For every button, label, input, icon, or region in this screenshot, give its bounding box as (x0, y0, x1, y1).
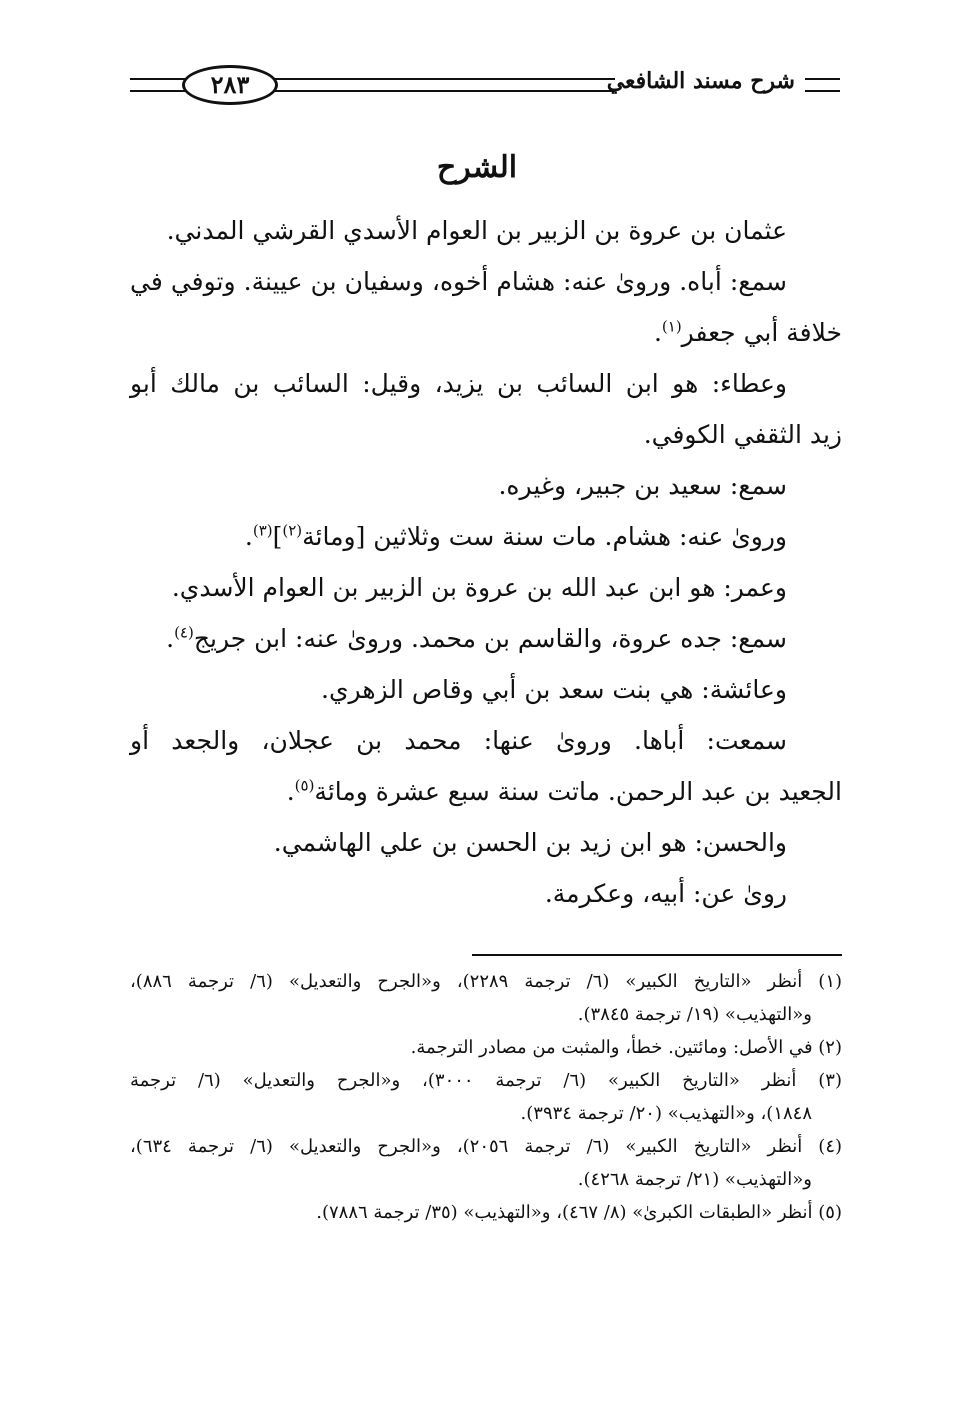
body-line: عثمان بن عروة بن الزبير بن العوام الأسدي القرشي المدني. (166, 216, 787, 245)
footnote-3: (٣) أنظر «التاريخ الكبير» (٦/ ترجمة ٣٠٠٠)، و«الجرح والتعديل» (٦/ ترجمة ١٨٤٨)، و«التهذيب» (٢٠/ ترجمة ٣٩٣٤). (130, 1070, 842, 1124)
footnote-5: (٥) أنظر «الطبقات الكبرىٰ» (٨/ ٤٦٧)، و«التهذيب» (٣٥/ ترجمة ٧٨٨٦). (316, 1202, 842, 1223)
body-line: روىٰ عن: أبيه، وعكرمة. (544, 879, 787, 908)
running-header (130, 60, 840, 110)
body-line: زيد الثقفي الكوفي. (643, 420, 842, 449)
footnote-ref-3[interactable]: (٣) (252, 521, 273, 540)
footnote-ref-1[interactable]: (١) (661, 317, 682, 336)
body-line: خلافة أبي جعفر$^{(١)}$. (653, 317, 842, 347)
body-line: سمعت: أباها. وروىٰ عنها: محمد بن عجلان، والجعد أو (130, 726, 787, 755)
footnote-2: (٢) في الأصل: ومائتين. خطأ، والمثبت من مصادر الترجمة. (410, 1037, 842, 1058)
body-line: وعمر: هو ابن عبد الله بن عروة بن الزبير بن العوام الأسدي. (171, 573, 787, 602)
body-line: والحسن: هو ابن زيد بن الحسن بن علي الهاشمي. (273, 828, 787, 857)
footnote-ref-4[interactable]: (٤) (174, 623, 194, 642)
book-title: شرح مسند الشافعي (606, 68, 795, 94)
footnote-divider (472, 954, 842, 956)
header-rule-middle (270, 78, 615, 92)
footnotes (130, 965, 842, 1229)
page-number: ٢٨٣ (182, 65, 278, 105)
footnote-1: (١) أنظر «التاريخ الكبير» (٦/ ترجمة ٢٢٨٩)، و«الجرح والتعديل» (٦/ ترجمة ٨٨٦)، و«التهذيب» (١٩/ ترجمة ٣٨٤٥). (130, 971, 843, 1025)
footnote-ref-2[interactable]: (٢) (282, 521, 303, 540)
body-line: وعطاء: هو ابن السائب بن يزيد، وقيل: السائب بن مالك أبو (130, 369, 787, 398)
body-line: سمع: أباه. وروىٰ عنه: هشام أخوه، وسفيان بن عيينة. وتوفي في (130, 267, 787, 296)
footnote-4: (٤) أنظر «التاريخ الكبير» (٦/ ترجمة ٢٠٥٦)، و«الجرح والتعديل» (٦/ ترجمة ٦٣٤)، و«التهذيب» (٢١/ ترجمة ٤٢٦٨). (130, 1136, 843, 1190)
header-rule-right (805, 78, 840, 92)
body-line: سمع: جده عروة، والقاسم بن محمد. وروىٰ عنه: ابن جريج$^{(٤)}$. (166, 623, 787, 653)
body-line: وعائشة: هي بنت سعد بن أبي وقاص الزهري. (321, 675, 787, 704)
main-text (130, 205, 842, 919)
header-rule-left (130, 78, 190, 92)
footnote-ref-5[interactable]: (٥) (294, 776, 315, 795)
section-title: الشرح (436, 150, 518, 185)
body-line: وروىٰ عنه: هشام. مات سنة ست وثلاثين [ومائة$^{(٢)}$]$^{(٣)}$. (244, 521, 787, 551)
body-line: الجعيد بن عبد الرحمن. ماتت سنة سبع عشرة ومائة$^{(٥)}$. (286, 776, 842, 806)
body-line: سمع: سعيد بن جبير، وغيره. (498, 471, 787, 500)
